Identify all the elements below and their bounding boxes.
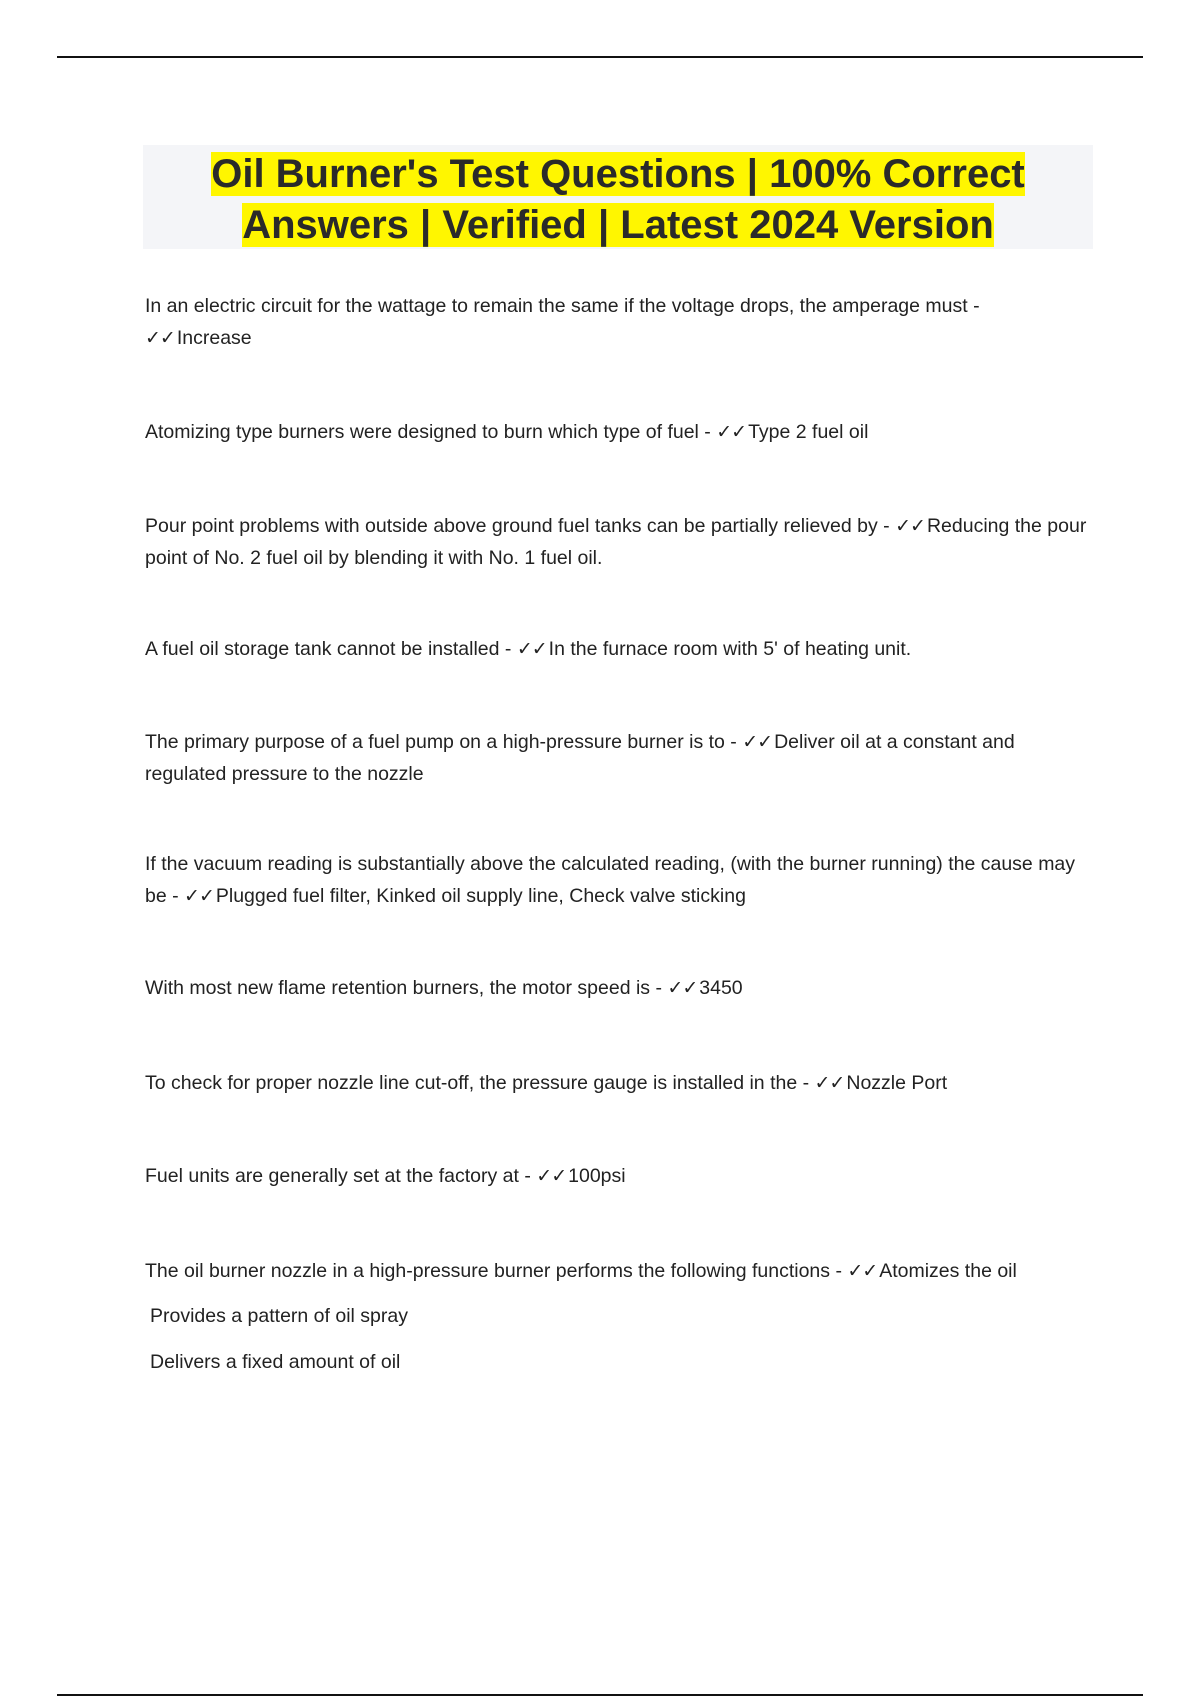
qa-item-6 [145, 848, 1090, 912]
question-text: In an electric circuit for the wattage to remain the same if the voltage drops, the amperage must - [145, 295, 980, 317]
question-text: The oil burner nozzle in a high-pressure burner performs the following functions - [145, 1260, 842, 1282]
answer-continuation-line: Delivers a fixed amount of oil [150, 1351, 401, 1373]
answer-continuation-line: Provides a pattern of oil spray [150, 1305, 408, 1327]
answer-text: Deliver oil at a constant and regulated pressure to the nozzle [145, 731, 1015, 785]
answer-text: Plugged fuel filter, Kinked oil supply line, Check valve sticking [215, 885, 746, 907]
qa-item-4 [145, 633, 1090, 665]
double-check-icon: ✓✓ [742, 731, 773, 753]
bottom-divider [57, 1694, 1143, 1696]
double-check-icon: ✓✓ [814, 1072, 845, 1094]
question-text: Fuel units are generally set at the factory at - [145, 1165, 531, 1187]
question-text: If the vacuum reading is substantially above the calculated reading, (with the burner running) the cause may be - [145, 853, 1076, 907]
qa-item-9 [145, 1160, 1090, 1192]
answer-text: Type 2 fuel oil [748, 421, 869, 443]
qa-item-8 [145, 1067, 1090, 1099]
double-check-icon: ✓✓ [145, 327, 175, 349]
top-divider [57, 56, 1143, 58]
answer-text: In the furnace room with 5' of heating unit. [548, 638, 912, 660]
qa-item-5 [145, 726, 1090, 790]
document-title-block [143, 145, 1093, 249]
document-title [143, 145, 1093, 251]
answer-text: Reducing the pour point of No. 2 fuel oil by blending it with No. 1 fuel oil. [145, 515, 1087, 569]
answer-text: Increase [176, 327, 252, 349]
question-text: The primary purpose of a fuel pump on a high-pressure burner is to - [145, 731, 737, 753]
question-text: To check for proper nozzle line cut-off, the pressure gauge is installed in the - [145, 1072, 810, 1094]
question-text: Atomizing type burners were designed to burn which type of fuel - [145, 421, 711, 443]
qa-item-1 [145, 290, 1090, 354]
answer-text: Atomizes the oil [879, 1260, 1017, 1282]
question-text: A fuel oil storage tank cannot be installed - [145, 638, 512, 660]
double-check-icon: ✓✓ [895, 515, 925, 537]
qa-item-2 [145, 416, 1090, 448]
double-check-icon: ✓✓ [536, 1165, 567, 1187]
title-line-1: Oil Burner's Test Questions | 100% Correct [211, 152, 1025, 196]
qa-item-10 [145, 1255, 1090, 1287]
double-check-icon: ✓✓ [516, 638, 547, 660]
double-check-icon: ✓✓ [184, 885, 214, 907]
qa-item-7 [145, 972, 1090, 1004]
answer-text: 100psi [568, 1165, 626, 1187]
question-text: Pour point problems with outside above ground fuel tanks can be partially relieved by - [145, 515, 890, 537]
question-text: With most new flame retention burners, the motor speed is - [145, 977, 662, 999]
qa-item-3 [145, 510, 1090, 574]
double-check-icon: ✓✓ [847, 1260, 878, 1282]
answer-text: Nozzle Port [846, 1072, 948, 1094]
answer-text: 3450 [699, 977, 743, 999]
title-line-2: Answers | Verified | Latest 2024 Version [242, 203, 994, 247]
double-check-icon: ✓✓ [716, 421, 747, 443]
double-check-icon: ✓✓ [667, 977, 698, 999]
